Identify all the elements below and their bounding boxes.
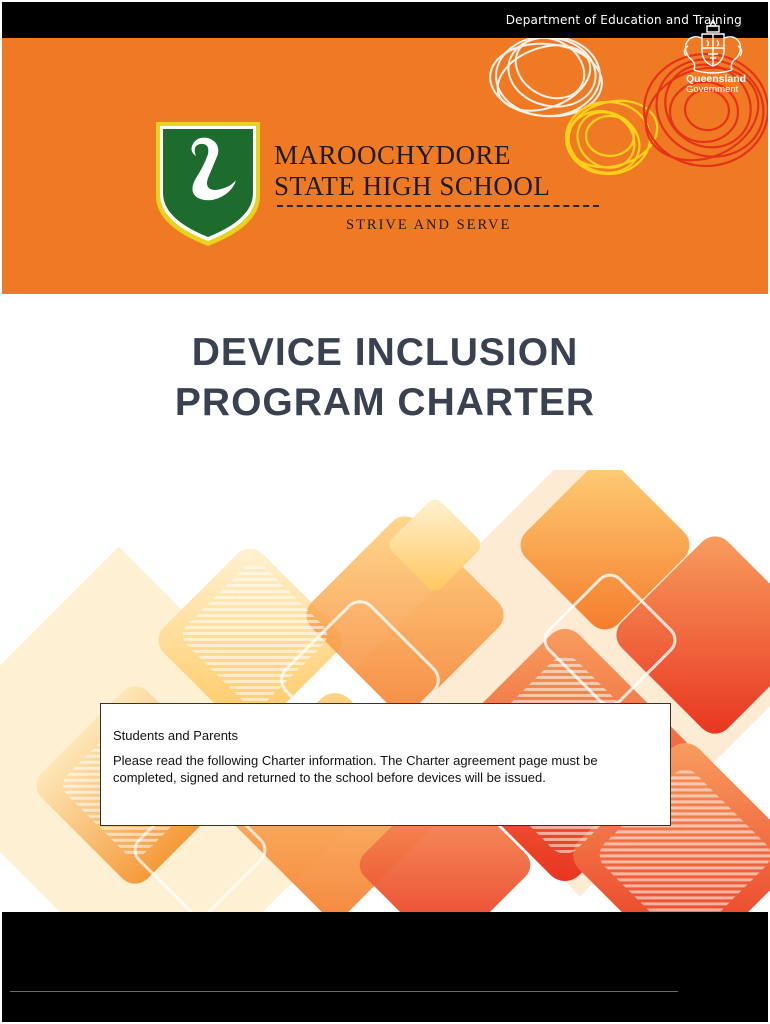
school-crest-logo: [152, 118, 264, 250]
footer-divider: [10, 991, 678, 992]
notice-body: Please read the following Charter information. The Charter agreement page must be completed, signed and returned to the school before devices will be issued.: [113, 753, 598, 785]
queensland-coat-of-arms-icon: [680, 16, 746, 110]
footer-bar: [2, 912, 768, 1022]
department-name: Department of Education and Training: [505, 13, 742, 27]
school-name-line2: STATE HIGH SCHOOL: [274, 171, 551, 201]
abstract-diamond-pattern: [0, 470, 770, 912]
school-name-divider: [277, 205, 599, 207]
document-title-line2: PROGRAM CHARTER: [174, 381, 596, 424]
document-title-line1: DEVICE INCLUSION: [191, 331, 579, 374]
document-title: [0, 328, 770, 428]
school-motto: STRIVE AND SERVE: [346, 217, 512, 233]
top-header-bar: [2, 2, 768, 38]
queensland-wordmark-line1: Queensland: [686, 73, 747, 85]
notice-box: [100, 703, 671, 826]
school-name-line1: MAROOCHYDORE: [274, 140, 512, 170]
school-name: [274, 140, 614, 202]
queensland-wordmark-line2: Government: [686, 84, 739, 95]
notice-heading: Students and Parents: [113, 728, 239, 743]
